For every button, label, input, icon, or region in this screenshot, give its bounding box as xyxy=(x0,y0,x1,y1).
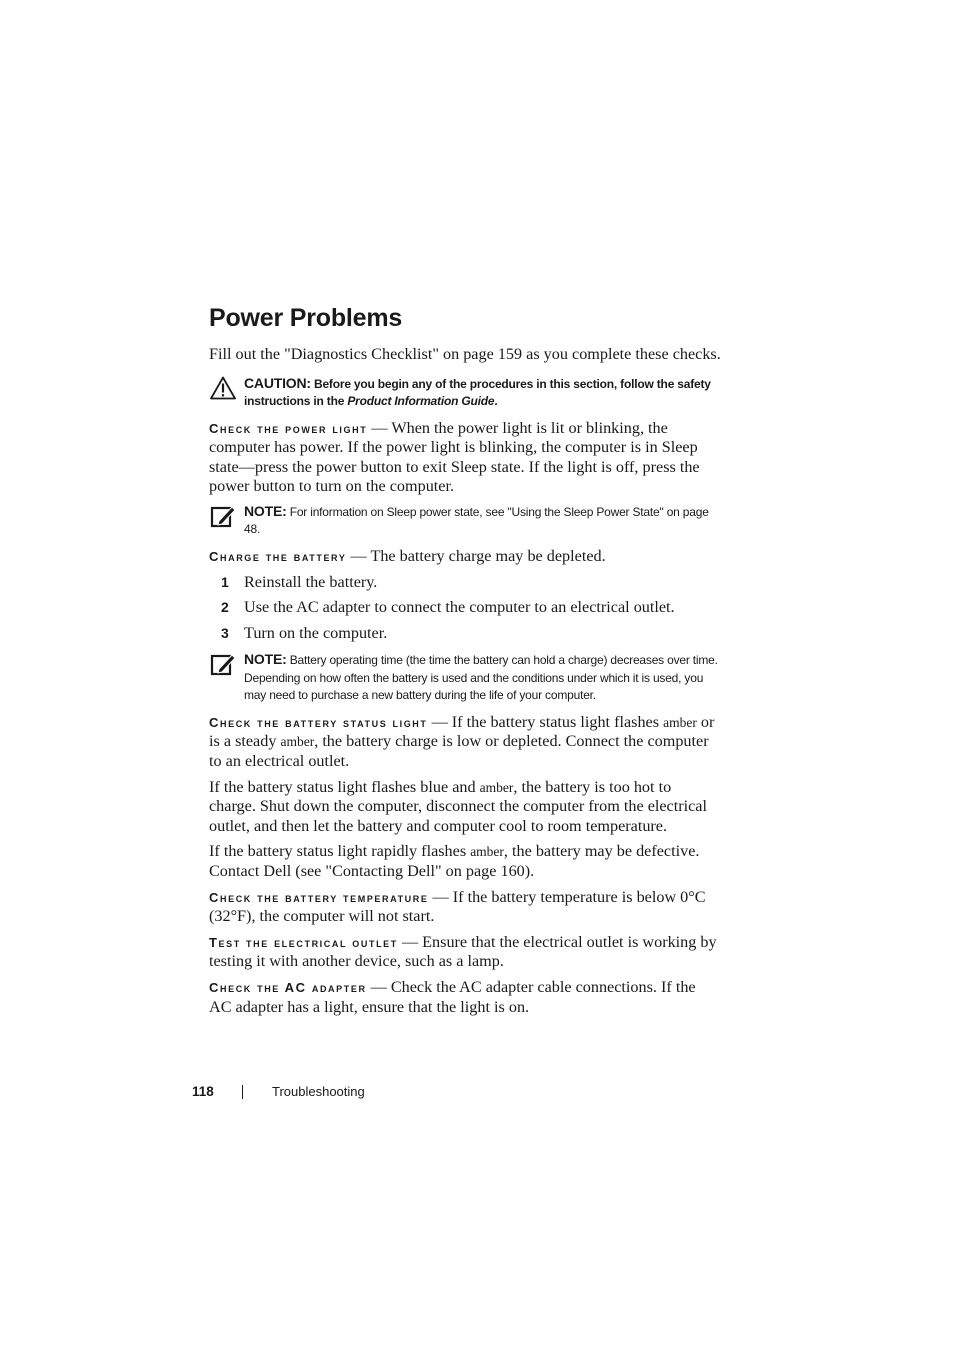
list-item xyxy=(209,573,721,593)
heading-initial: C xyxy=(209,420,220,436)
text-run: , the battery is too hot to charge. Shut down the computer, disconnect the computer from the electrical outlet, and then let the battery and computer cool to room temperature. xyxy=(209,777,707,835)
note-sleep-text xyxy=(244,503,721,539)
check-power-light-paragraph xyxy=(209,419,721,497)
text-run: or is a steady xyxy=(209,712,715,751)
text-run: If the battery status light flashes blue and xyxy=(209,777,480,796)
heading-rest: harge the battery xyxy=(220,548,347,564)
intro-paragraph: Fill out the "Diagnostics Checklist" on page 159 as you complete these checks. xyxy=(209,345,721,363)
note-callout-battery xyxy=(209,651,721,705)
battery-status-paragraph-2 xyxy=(209,778,721,837)
amber-word: amber xyxy=(479,779,514,795)
note-sleep-body: For information on Sleep power state, see "Using the Sleep Power State" on page 48. xyxy=(244,504,709,537)
text-run: , the battery may be defective. Contact Dell (see "Contacting Dell" on page 160). xyxy=(209,842,700,880)
amber-word: amber xyxy=(663,714,697,730)
caution-callout xyxy=(209,375,721,411)
page-footer xyxy=(192,1084,365,1099)
step-text: Turn on the computer. xyxy=(244,623,388,642)
em-dash: — xyxy=(427,712,452,731)
battery-status-paragraph-3 xyxy=(209,842,721,881)
text-run: , the battery charge is low or depleted. Connect the computer to an electrical outlet. xyxy=(209,732,709,771)
test-electrical-outlet-heading xyxy=(209,935,398,950)
charge-battery-paragraph xyxy=(209,547,721,567)
em-dash: — xyxy=(367,418,392,437)
heading-rest: est the electrical outlet xyxy=(218,934,398,950)
step-text: Reinstall the battery. xyxy=(244,572,378,591)
heading-initial: C xyxy=(209,979,220,995)
heading-rest: heck the battery status light xyxy=(220,714,428,730)
list-item xyxy=(209,598,721,618)
list-item xyxy=(209,624,721,644)
note-pencil-icon xyxy=(210,652,236,676)
step-number: 3 xyxy=(221,624,229,641)
caution-label: CAUTION: xyxy=(244,374,311,391)
test-outlet-paragraph xyxy=(209,933,721,972)
check-power-light-heading xyxy=(209,421,367,436)
em-dash: — xyxy=(366,977,391,996)
text-run: If the battery status light rapidly flashes xyxy=(209,842,471,861)
battery-status-paragraph-1 xyxy=(209,713,721,772)
heading-initial: T xyxy=(209,934,219,950)
product-info-guide-ref: Product Information Guide xyxy=(347,394,495,409)
battery-temperature-paragraph xyxy=(209,888,721,927)
charge-battery-heading xyxy=(209,549,346,564)
check-power-light-text: When the power light is lit or blinking, the computer has power. If the power light is blinking, the computer is in Sleep state—press the power button to exit Sleep state. If the light is off, press the power button to turn on the computer. xyxy=(209,418,700,496)
caution-body: Before you begin any of the procedures in this section, follow the safety instructions in the xyxy=(244,376,711,409)
check-battery-status-heading xyxy=(209,715,428,730)
note-battery-text xyxy=(244,651,721,705)
note-label: NOTE: xyxy=(244,502,287,519)
chapter-name: Troubleshooting xyxy=(272,1084,365,1099)
em-dash: — xyxy=(428,887,453,906)
check-ac-adapter-paragraph xyxy=(209,978,721,1017)
note-label: NOTE: xyxy=(244,651,287,668)
caution-period: . xyxy=(494,394,498,409)
step-number: 1 xyxy=(221,573,229,590)
heading-rest: adapter xyxy=(306,979,367,995)
heading-initial: C xyxy=(209,714,220,730)
page-content xyxy=(209,304,721,1023)
heading-rest: heck the power light xyxy=(220,420,368,436)
note-callout-sleep xyxy=(209,503,721,539)
em-dash: — xyxy=(397,932,423,951)
footer-separator xyxy=(242,1085,272,1099)
heading-rest: heck the battery temperature xyxy=(220,889,429,905)
page-number: 118 xyxy=(192,1084,214,1099)
battery-temperature-text: If the battery temperature is below 0°C (32°F), the computer will not start. xyxy=(209,887,706,926)
charge-steps-list xyxy=(209,573,721,644)
step-text: Use the AC adapter to connect the computer to an electrical outlet. xyxy=(244,598,675,617)
heading-rest: heck the xyxy=(220,979,285,995)
charge-battery-text: The battery charge may be depleted. xyxy=(370,546,606,565)
heading-initial: C xyxy=(209,548,220,564)
step-number: 2 xyxy=(221,599,229,616)
note-pencil-icon xyxy=(210,504,236,528)
check-ac-adapter-text: Check the AC adapter cable connections. If the AC adapter has a light, ensure that the light is on. xyxy=(209,977,696,1016)
note-battery-body: Battery operating time (the time the battery can hold a charge) decreases over time. Depending on how often the battery is used and the conditions under which it is used, you may need to purchase a new battery during the life of your computer. xyxy=(244,653,718,703)
em-dash: — xyxy=(346,546,371,565)
heading-initial: C xyxy=(209,889,220,905)
caution-text xyxy=(244,375,721,411)
check-ac-adapter-heading xyxy=(209,980,367,995)
text-run: If the battery status light flashes xyxy=(451,712,664,731)
amber-word: amber xyxy=(280,734,315,750)
amber-word: amber xyxy=(470,844,504,860)
test-outlet-text: Ensure that the electrical outlet is working by testing it with another device, such as a lamp. xyxy=(209,932,717,971)
section-title: Power Problems xyxy=(209,304,403,332)
check-battery-temperature-heading xyxy=(209,890,428,905)
heading-ac: AC xyxy=(284,979,307,995)
caution-triangle-icon xyxy=(210,376,236,400)
